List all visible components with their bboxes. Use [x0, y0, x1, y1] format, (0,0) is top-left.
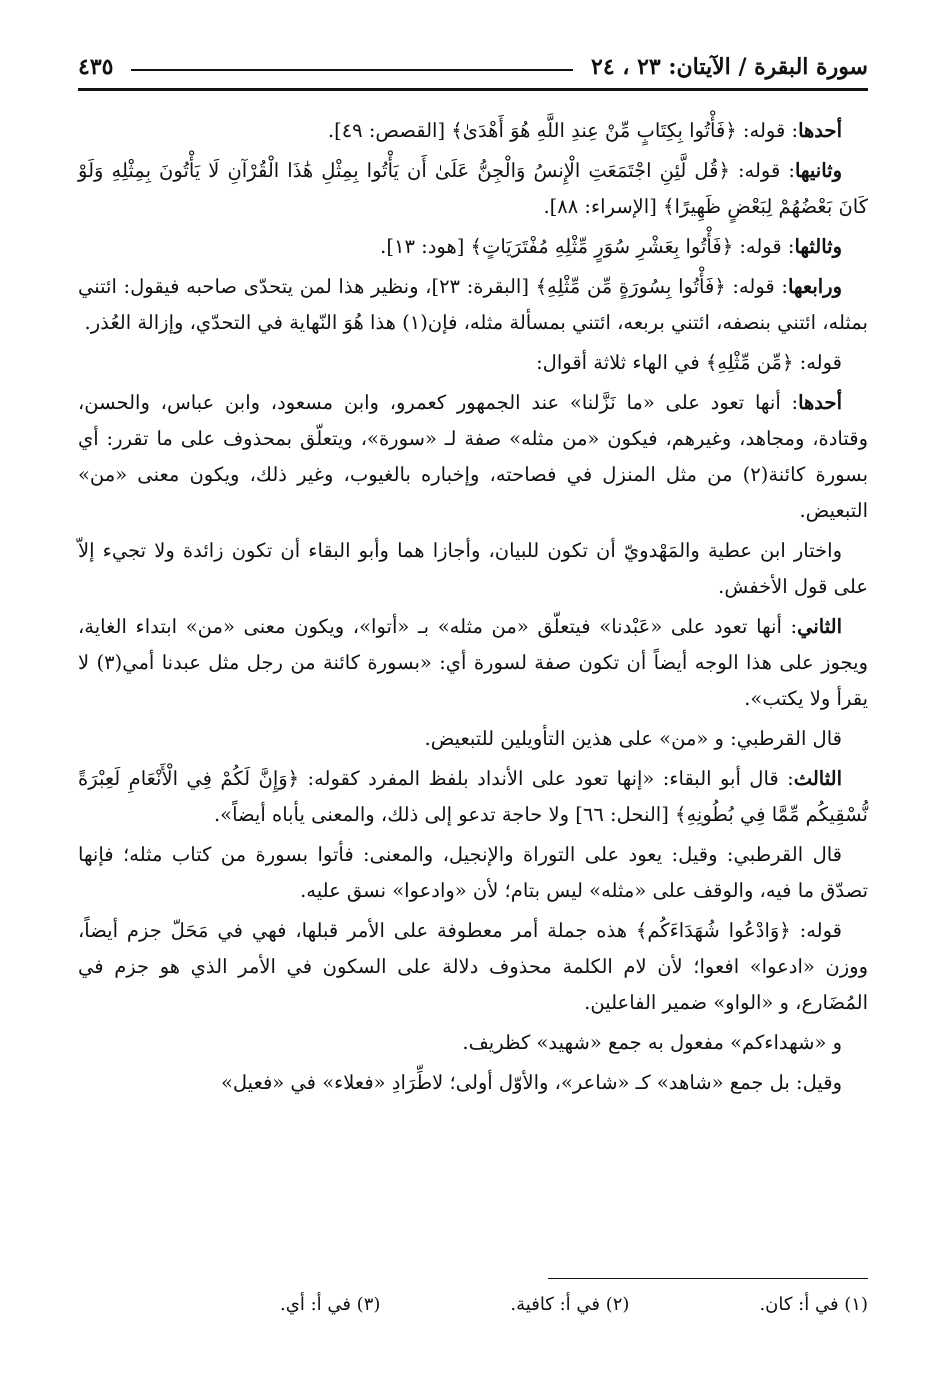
paragraph-lead: الثالث	[793, 767, 842, 790]
paragraph	[78, 609, 868, 717]
paragraph-text: : قوله: ﴿قُل لَّئِنِ اجْتَمَعَتِ الْإِنسُ وَالْجِنُّ عَلَىٰ أَن يَأْتُوا بِمِثْلِ هَٰذَا الْقُرْآنِ لَا يَأْتُونَ بِمِثْلِهِ وَلَوْ كَانَ بَعْضُهُمْ لِبَعْضٍ ظَهِيرًا﴾ [الإسراء: ٨٨].	[78, 159, 868, 218]
paragraph	[78, 269, 868, 341]
surah-title: سورة البقرة / الآيتان: ٢٣ ، ٢٤	[591, 54, 868, 80]
paragraph-text: و «شهداءكم» مفعول به جمع «شهيد» كظريف.	[462, 1031, 842, 1054]
paragraph	[78, 1065, 868, 1101]
paragraph-text: قال القرطبي: وقيل: يعود على التوراة والإنجيل، والمعنى: فأتوا بسورة من كتاب مثله؛ فإنها تصدّق ما فيه، والوقف على «مثله» ليس بتام؛ لأن «وادعوا» نسق عليه.	[78, 843, 868, 902]
running-header	[78, 48, 868, 86]
paragraph-text: واختار ابن عطية والمَهْدويّ أن تكون للبيان، وأجازا هما وأبو البقاء أن تكون زائدة ولا تجيء إلاّ على قول الأخفش.	[78, 539, 868, 598]
footnote-1: (١) في أ: كان.	[759, 1294, 868, 1315]
paragraph	[78, 837, 868, 909]
paragraph-lead: ورابعها	[787, 275, 842, 298]
footnote-divider	[548, 1278, 868, 1279]
page-number: ٤٣٥	[78, 54, 114, 80]
paragraph-text: : أنها تعود على «عَبْدنا» فيتعلّق «من مثله» بـ «أتوا»، ويكون معنى «من» ابتداء الغاية، ويجوز على هذا الوجه أيضاً أن تكون صفة لسورة أي: «بسورة كائنة من رجل مثل عبدنا أمي(٣) لا يقرأ ولا يكتب».	[78, 615, 868, 710]
footnote-2: (٢) في أ: كافية.	[510, 1294, 630, 1315]
paragraph-text: قال القرطبي: و «من» على هذين التأويلين للتبعيض.	[424, 727, 842, 750]
main-text	[78, 113, 868, 1101]
paragraph	[78, 1025, 868, 1061]
paragraph-text: قوله: ﴿مِّن مِّثْلِهِ﴾ في الهاء ثلاثة أقوال:	[536, 351, 842, 374]
paragraph-lead: وثانيها	[794, 159, 842, 182]
paragraph-lead: أحدها	[798, 391, 842, 414]
paragraph-text: : قوله: ﴿فَأْتُوا بِكِتَابٍ مِّنْ عِندِ اللَّهِ هُوَ أَهْدَىٰ﴾ [القصص: ٤٩].	[327, 119, 799, 142]
paragraph	[78, 721, 868, 757]
paragraph	[78, 385, 868, 529]
paragraph-text: وقيل: بل جمع «شاهد» كـ «شاعر»، والأوّل أولى؛ لاطِّرَادِ «فعلاء» في «فعيل»	[220, 1071, 842, 1094]
paragraph	[78, 229, 868, 265]
paragraph-lead: أحدها	[798, 119, 842, 142]
paragraph	[78, 113, 868, 149]
paragraph-lead: الثاني	[797, 615, 842, 638]
paragraph	[78, 913, 868, 1021]
paragraph-text: : قال أبو البقاء: «إنها تعود على الأنداد بلفظ المفرد كقوله: ﴿وَإِنَّ لَكُمْ فِي الْأَنْعَامِ لَعِبْرَةً نُّسْقِيكُم مِّمَّا فِي بُطُونِهِ﴾ [النحل: ٦٦] ولا حاجة تدعو إلى ذلك، والمعنى يأباه أيضاً».	[78, 767, 868, 826]
paragraph	[78, 345, 868, 381]
paragraph-text: : قوله: ﴿فَأْتُوا بِسُورَةٍ مِّن مِّثْلِهِ﴾ [البقرة: ٢٣]، ونظير هذا لمن يتحدّى صاحبه فيقول: ائتني بمثله، ائتني بنصفه، ائتني بربعه، ائتني بمسألة مثله، فإن(١) هذا هُوَ النّهاية في التحدّي، وإزالة العُذر.	[78, 275, 868, 334]
book-page	[78, 48, 868, 1338]
paragraph-lead: وثالثها	[794, 235, 842, 258]
paragraph-text: : قوله: ﴿فَأْتُوا بِعَشْرِ سُوَرٍ مِّثْلِهِ مُفْتَرَيَاتٍ﴾ [هود: ١٣].	[380, 235, 795, 258]
paragraph	[78, 533, 868, 605]
paragraph	[78, 153, 868, 225]
paragraph-text: قوله: ﴿وَادْعُوا شُهَدَاءَكُم﴾ هذه جملة أمر معطوفة على الأمر قبلها، فهي في مَحَلّ جزم أيضاً، ووزن «ادعوا» افعوا؛ لأن لام الكلمة محذوف دلالة على السكون في الأمر الذي هو جزم في المُضَارع، و «الواو» ضمير الفاعلين.	[78, 919, 868, 1014]
footnotes	[78, 1294, 868, 1315]
paragraph-text: : أنها تعود على «ما نَزَّلنا» عند الجمهور كعمرو، وابن مسعود، وابن عباس، والحسن، وقتادة، ومجاهد، وغيرهم، فيكون «من مثله» صفة لـ «سورة»، ويتعلّق بمحذوف على ما تقرر: أي بسورة كائنة(٢) من مثل المنزل في فصاحته، وإخباره بالغيوب، وغير ذلك، ويكون معنى «من» التبعيض.	[78, 391, 869, 522]
paragraph	[78, 761, 868, 833]
footnote-3: (٣) في أ: أي.	[280, 1294, 381, 1315]
header-divider	[78, 88, 868, 91]
header-rule	[131, 69, 573, 71]
